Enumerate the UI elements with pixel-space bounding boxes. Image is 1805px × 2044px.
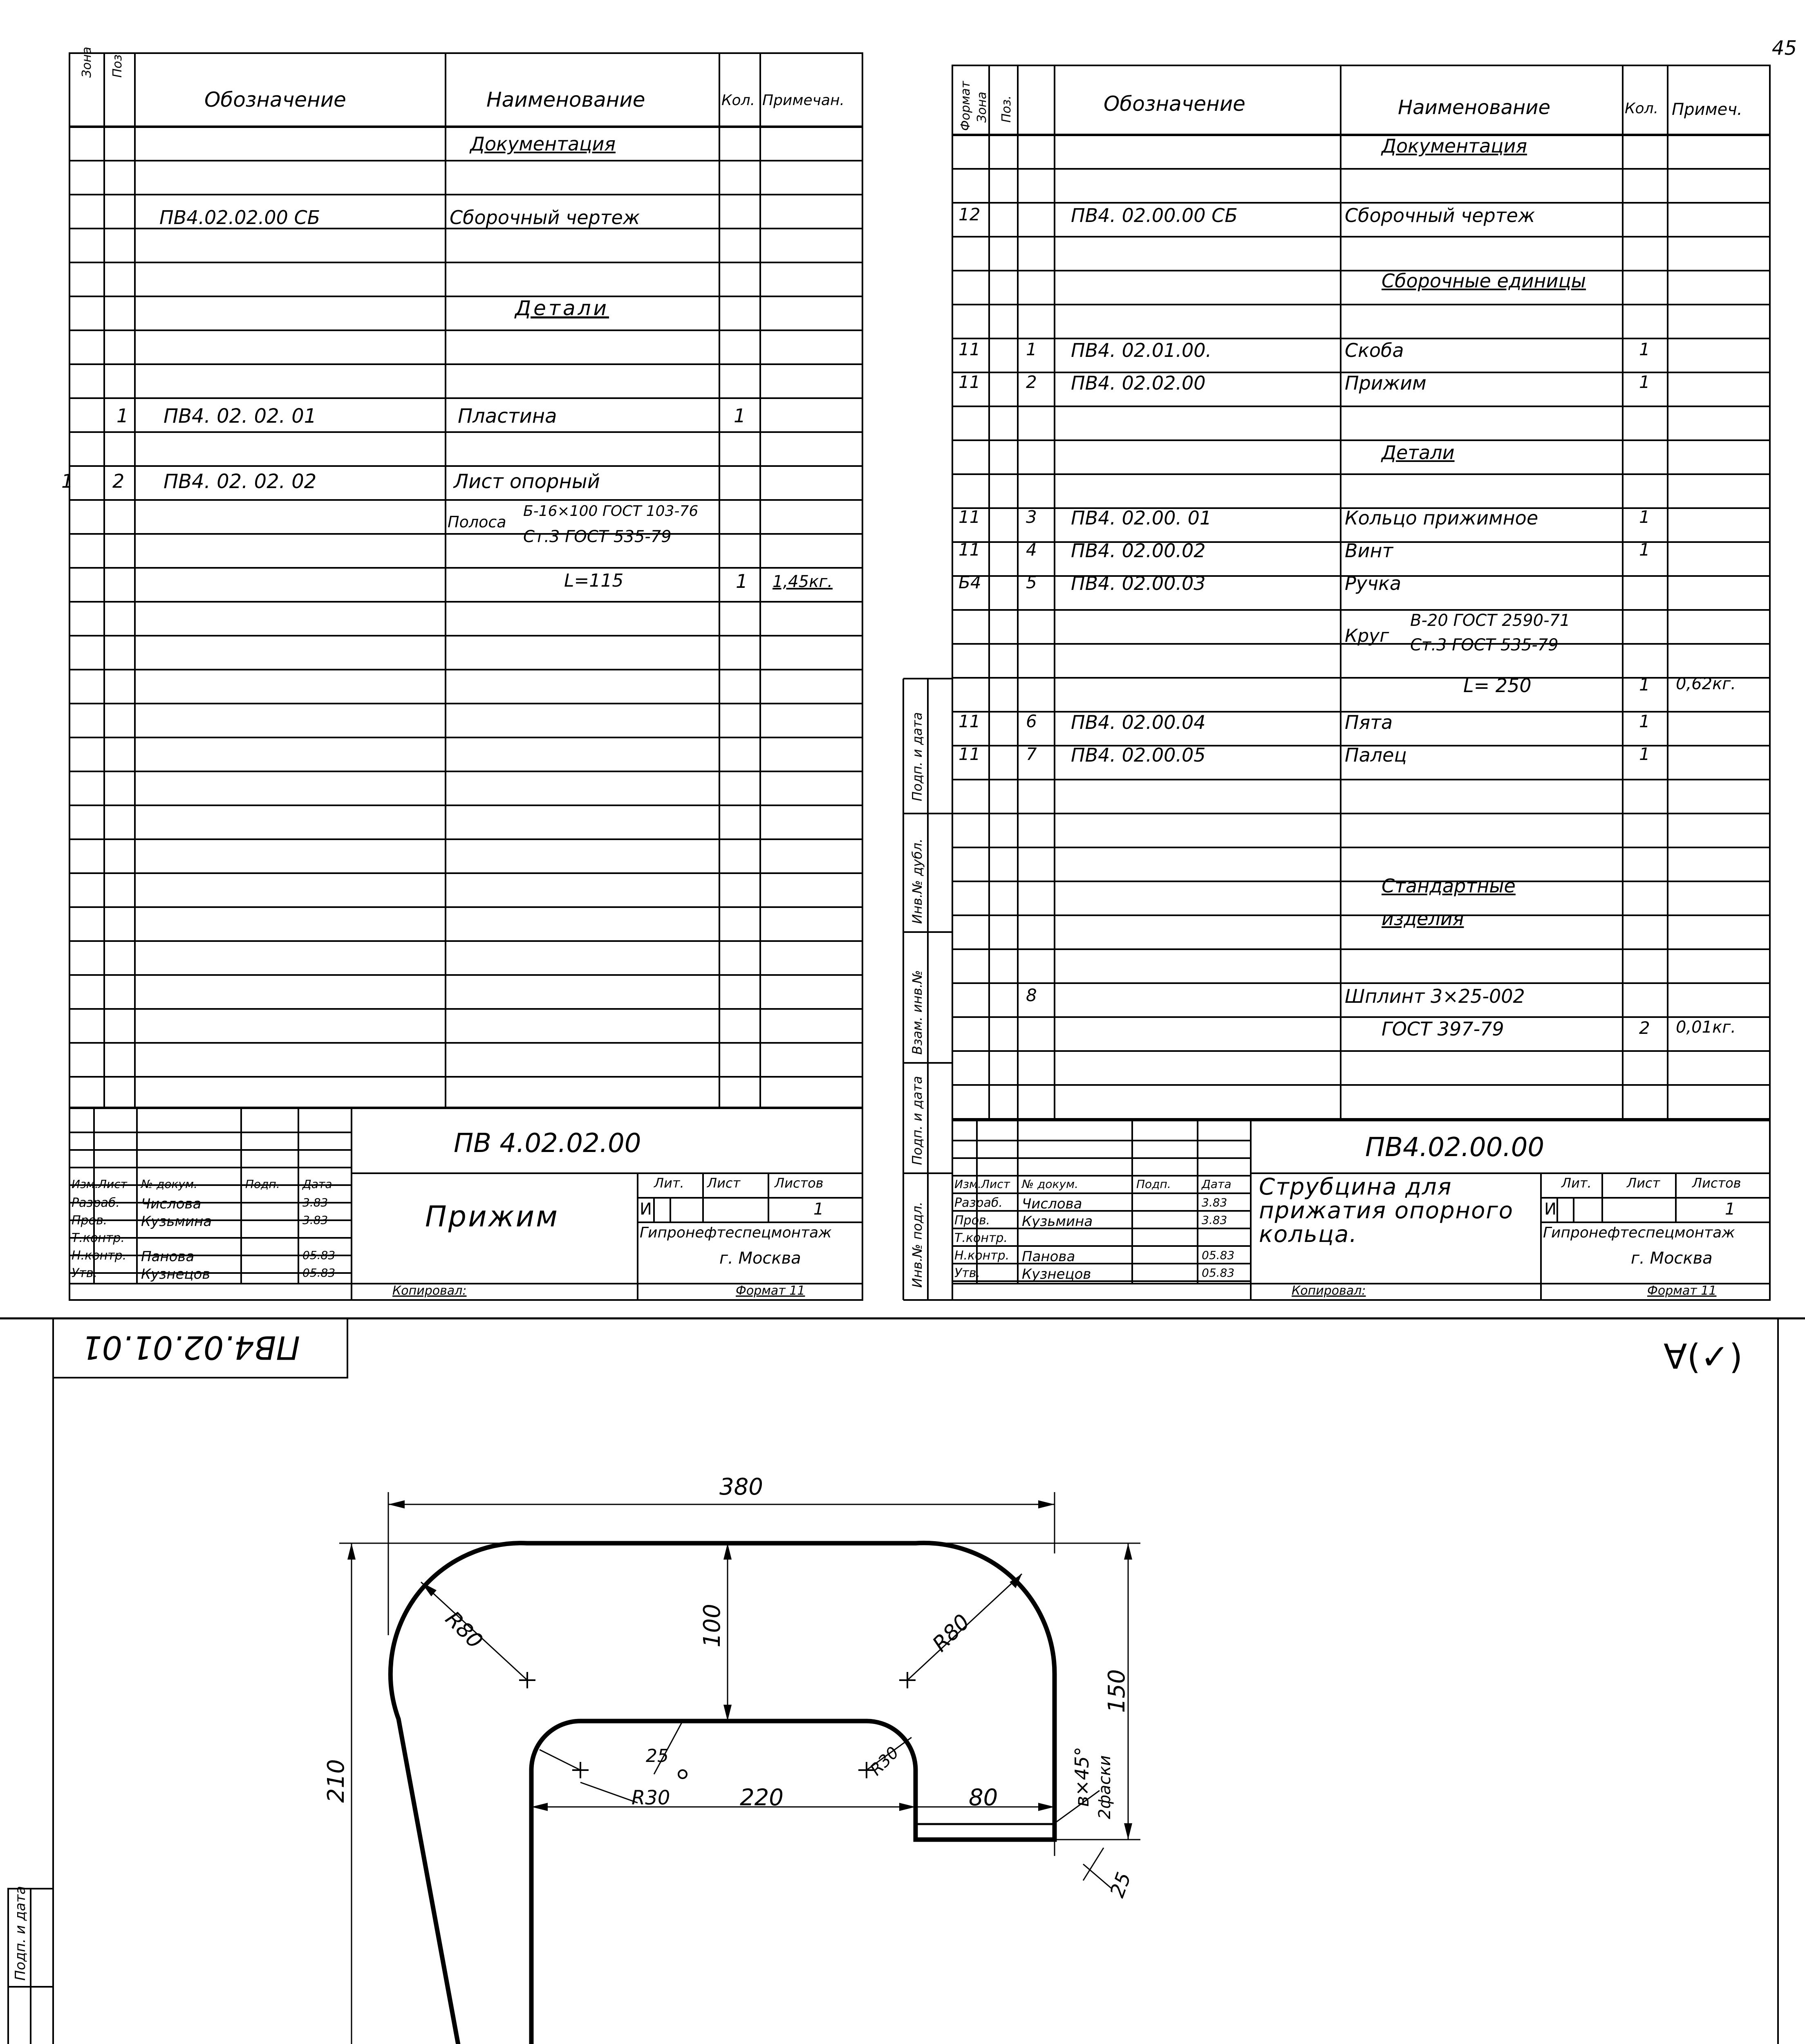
right-tb-lit: И: [1544, 1200, 1556, 1219]
dim-r-large-left: R80: [440, 1607, 488, 1654]
left-header-name: Наименование: [486, 88, 645, 112]
right-tb-sheets: 1: [1725, 1200, 1736, 1219]
right-row-name: Пята: [1345, 711, 1393, 733]
right-side-label: Подп. и дата: [909, 1076, 925, 1165]
right-row-designation: ПВ4. 02.01.00.: [1071, 339, 1212, 361]
right-row-qty: 1: [1639, 372, 1650, 392]
right-row-qty: 1: [1639, 507, 1650, 527]
right-row-qty: 1: [1639, 711, 1650, 731]
dim-right-height: 150: [1104, 1669, 1130, 1713]
left-header-qty: Кол.: [721, 92, 755, 109]
dim-r-large-right: R80: [928, 1609, 975, 1657]
left-tb-sheet-header: Лист: [707, 1175, 741, 1191]
left-row3-prefix: Полоса: [448, 513, 506, 531]
right-row-pos: 4: [1026, 540, 1037, 560]
right-row-name-top: В-20 ГОСТ 2590-71: [1410, 611, 1570, 630]
dim-right-foot: 80: [969, 1784, 998, 1811]
right-row-name: Кольцо прижимное: [1345, 507, 1539, 529]
right-row-designation: ПВ4. 02.00.00 СБ: [1071, 204, 1238, 226]
right-row-name: Детали: [1382, 442, 1455, 464]
tb-role-date: 3.83: [1202, 1196, 1227, 1209]
right-header-qty: Кол.: [1625, 100, 1659, 117]
right-row-name: Документация: [1382, 135, 1527, 157]
right-row-name: ГОСТ 397-79: [1382, 1018, 1504, 1040]
right-row-name: Шплинт 3×25-002: [1345, 985, 1525, 1007]
right-tb-org: Гипронефтеспецмонтаж: [1543, 1224, 1735, 1241]
dim-depth: 100: [699, 1604, 726, 1647]
right-row-qty: 1: [1639, 339, 1650, 359]
right-tb-title: Струбцина для прижатия опорного кольца.: [1259, 1174, 1514, 1248]
left-tb-lit: И: [640, 1200, 652, 1219]
tb-role-name: Панова: [141, 1248, 195, 1265]
left-row3-top: Б-16×100 ГОСТ 103-76: [523, 503, 699, 520]
left-header-pos: Поз.: [110, 50, 125, 78]
left-row1-name: Пластина: [458, 405, 557, 428]
right-row-designation: ПВ4. 02.00.02: [1071, 540, 1206, 562]
left-tb-copied: Копировал:: [392, 1284, 467, 1298]
tb-col-header: Подп.: [245, 1177, 280, 1191]
tb-role-date: 05.83: [1202, 1248, 1235, 1262]
right-header-zone: Зона: [975, 92, 989, 123]
dim-r-small-right: R30: [867, 1743, 903, 1780]
left-row1-qty: 1: [734, 405, 746, 427]
right-row-designation: ПВ4. 02.00.03: [1071, 572, 1206, 594]
tb-col-header: Подп.: [1136, 1177, 1171, 1191]
tb-role-name: Кузнецов: [141, 1266, 211, 1282]
tb-role: Пров.: [72, 1213, 107, 1228]
right-tb-city: г. Москва: [1631, 1249, 1713, 1268]
right-row-format: 11: [958, 540, 981, 560]
tb-role-date: 05.83: [1202, 1266, 1235, 1280]
right-row-pos: 3: [1026, 507, 1037, 527]
tb-role: Утв.: [954, 1266, 980, 1280]
left-row2-name: Лист опорный: [454, 470, 600, 493]
right-row-name: L= 250: [1463, 675, 1532, 697]
left-row-sb-name: Сборочный чертеж: [450, 206, 640, 229]
dim-height: 210: [323, 1759, 349, 1803]
tb-role-name: Кузьмина: [1022, 1213, 1093, 1230]
drawing-side-label: Подп. и дата: [12, 1886, 29, 1981]
right-side-label: Инв.№ дубл.: [909, 838, 925, 924]
right-row-name-bottom: Ст.3 ГОСТ 535-79: [1410, 636, 1559, 654]
tb-role: Н.контр.: [954, 1248, 1010, 1263]
right-row-name-prefix: Круг: [1345, 625, 1389, 646]
tb-col-header: Дата: [302, 1177, 332, 1191]
tb-role-name: Кузьмина: [141, 1213, 212, 1230]
tb-role: Т.контр.: [954, 1231, 1008, 1245]
dim-chamfer: в×45°: [1071, 1746, 1093, 1807]
tb-col-header: Лист: [98, 1177, 127, 1191]
left-header-note: Примечан.: [762, 92, 844, 109]
right-row-format: 11: [958, 711, 981, 731]
right-row-name: изделия: [1382, 908, 1464, 930]
tb-role: Разраб.: [954, 1196, 1003, 1210]
dim-r-small-left: R30: [632, 1786, 670, 1809]
right-header-note: Примеч.: [1672, 100, 1742, 119]
right-row-designation: ПВ4. 02.00.04: [1071, 711, 1206, 733]
right-row-note: 0,01кг.: [1676, 1018, 1736, 1037]
tb-role-date: 05.83: [302, 1266, 336, 1280]
left-row4-length: L=115: [564, 570, 624, 591]
right-row-pos: 8: [1026, 985, 1037, 1005]
dim-slot: 220: [740, 1784, 784, 1811]
right-row-format: 11: [958, 339, 981, 359]
tb-role-date: 3.83: [302, 1196, 328, 1209]
tb-col-header: № докум.: [141, 1177, 198, 1191]
roughness-symbol: ∀(✓): [1664, 1337, 1743, 1377]
drawing-code-stamp: ПВ4.02.01.01: [82, 1329, 300, 1365]
right-side-label: Взам. инв.№: [909, 970, 925, 1055]
right-row-qty: 1: [1639, 744, 1650, 764]
tb-role: Разраб.: [72, 1196, 120, 1210]
right-row-name: Сборочный чертеж: [1345, 204, 1535, 226]
dim-chamfer-count: 2фаски: [1095, 1755, 1114, 1819]
right-tb-sheets-header: Листов: [1692, 1175, 1741, 1191]
left-tb-sheets: 1: [813, 1200, 824, 1219]
right-row-pos: 7: [1026, 744, 1037, 764]
left-row4-qty: 1: [736, 570, 748, 592]
right-row-format: 11: [958, 372, 981, 392]
tb-col-header: Изм.: [72, 1177, 99, 1191]
tb-role: Утв.: [72, 1266, 97, 1280]
dim-gap: 25: [1106, 1869, 1136, 1901]
right-tb-format: Формат 11: [1647, 1284, 1717, 1298]
right-row-qty: 1: [1639, 540, 1650, 560]
right-side-label: Инв.№ подл.: [909, 1201, 925, 1288]
left-tb-format: Формат 11: [736, 1284, 805, 1298]
tb-role: Пров.: [954, 1213, 990, 1228]
left-row2-designation: ПВ4. 02. 02. 02: [163, 470, 317, 493]
tb-role-date: 05.83: [302, 1248, 336, 1262]
right-row-name: Ручка: [1345, 572, 1402, 594]
right-row-note: 0,62кг.: [1676, 675, 1736, 693]
right-header-pos: Поз.: [999, 95, 1014, 123]
right-header-format: Формат: [958, 81, 973, 131]
left-tb-org: Гипронефтеспецмонтаж: [640, 1224, 832, 1241]
left-sheet-frame: [69, 50, 862, 1300]
right-row-designation: ПВ4. 02.02.00: [1071, 372, 1206, 394]
left-row-sb-designation: ПВ4.02.02.00 СБ: [159, 206, 320, 229]
right-row-format: 11: [958, 744, 981, 764]
right-tb-lit-header: Лит.: [1561, 1175, 1592, 1191]
left-tb-sheets-header: Листов: [775, 1175, 824, 1191]
right-row-designation: ПВ4. 02.00.05: [1071, 744, 1206, 766]
tb-col-header: Дата: [1202, 1177, 1232, 1191]
right-header-designation: Обозначение: [1104, 92, 1245, 116]
left-header-designation: Обозначение: [204, 88, 346, 112]
right-row-name: Палец: [1345, 744, 1407, 766]
tb-role-name: Панова: [1022, 1248, 1075, 1265]
right-row-name: Винт: [1345, 540, 1393, 562]
tb-role-date: 3.83: [302, 1213, 328, 1227]
left-header-zone: Зона: [80, 47, 94, 78]
tb-col-header: № докум.: [1022, 1177, 1079, 1191]
tb-role-date: 3.83: [1202, 1213, 1227, 1227]
right-row-pos: 1: [1026, 339, 1037, 359]
right-side-label: Подп. и дата: [909, 712, 925, 801]
left-tb-city: г. Москва: [719, 1249, 801, 1268]
left-tb-title: Прижим: [425, 1200, 559, 1233]
left-tb-lit-header: Лит.: [654, 1175, 684, 1191]
dim-hole: 25: [646, 1746, 669, 1766]
left-tb-code: ПВ 4.02.02.00: [454, 1128, 641, 1159]
tb-role-name: Числова: [1022, 1196, 1082, 1212]
right-row-pos: 2: [1026, 372, 1037, 392]
right-row-designation: ПВ4. 02.00. 01: [1071, 507, 1212, 529]
left-row4-note: 1,45кг.: [773, 572, 833, 591]
right-row-format: 11: [958, 507, 981, 527]
tb-role-name: Числова: [141, 1196, 202, 1212]
tb-col-header: Лист: [981, 1177, 1010, 1191]
right-row-pos: 5: [1026, 572, 1037, 592]
tb-role: Н.контр.: [72, 1248, 127, 1263]
left-row-details: Детали: [515, 296, 609, 320]
left-row1-designation: ПВ4. 02. 02. 01: [163, 405, 317, 428]
left-row2-zone: 1: [61, 470, 74, 492]
left-row2-pos: 2: [112, 470, 125, 492]
right-row-name: Скоба: [1345, 339, 1404, 361]
right-row-format: Б4: [958, 572, 981, 592]
right-row-qty: 1: [1639, 675, 1650, 695]
right-row-name: Сборочные единицы: [1382, 270, 1586, 292]
page-number: 45: [1771, 37, 1797, 60]
left-row-documentation: Документация: [470, 133, 616, 155]
right-tb-code: ПВ4.02.00.00: [1365, 1132, 1545, 1163]
right-tb-copied: Копировал:: [1292, 1284, 1366, 1298]
right-row-name: Прижим: [1345, 372, 1427, 394]
tb-role: Т.контр.: [72, 1231, 125, 1245]
tb-col-header: Изм.: [954, 1177, 981, 1191]
right-row-format: 12: [958, 204, 981, 224]
dim-width: 380: [719, 1474, 763, 1500]
right-row-qty: 2: [1639, 1018, 1650, 1038]
left-row1-pos: 1: [116, 405, 129, 427]
right-row-name: Стандартные: [1382, 875, 1516, 897]
right-row-pos: 6: [1026, 711, 1037, 731]
tb-role-name: Кузнецов: [1022, 1266, 1091, 1282]
left-row3-bottom: Ст.3 ГОСТ 535-79: [523, 527, 672, 546]
right-tb-sheet-header: Лист: [1627, 1175, 1660, 1191]
right-header-name: Наименование: [1398, 96, 1551, 119]
